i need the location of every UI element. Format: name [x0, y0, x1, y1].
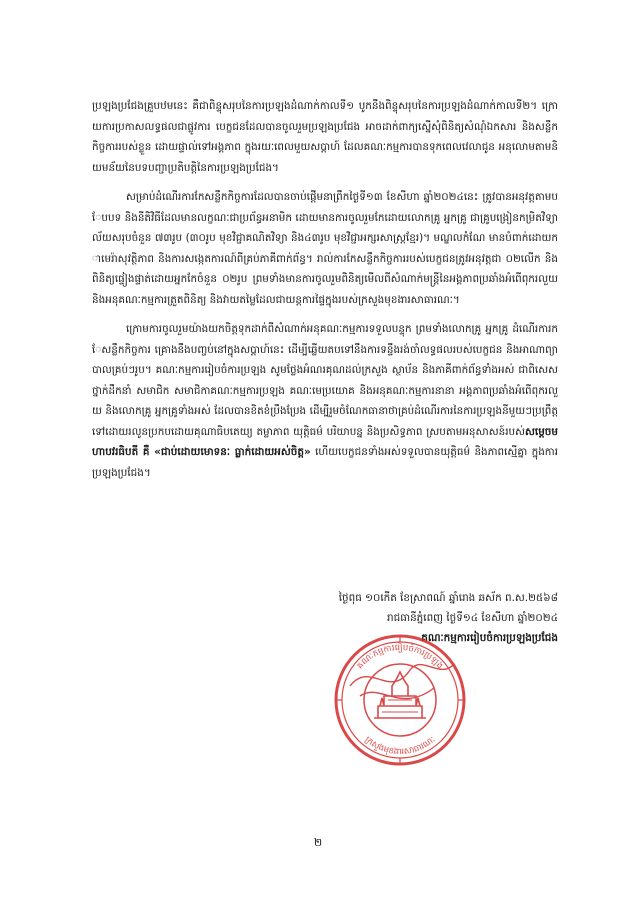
- paragraph-3-text-end: ហើយបេក្ខជនទាំងអស់ទទួលបានយុត្តិធម៌ និងភាពស្មើគ្នា ក្នុងការប្រឡងប្រជែង។: [92, 446, 558, 479]
- seal-top-text: គណៈកម្មការរៀបចំការប្រឡង: [355, 642, 445, 672]
- paragraph-3-text: ក្រោមការចូលរួមយ៉ាងយកចិត្តទុកដាក់ពីសំណាក់អនុគណៈកម្មការទទួលបន្ទុក ព្រមទាំងលោកគ្រូ អ្នកគ្រូ ដំណើរការកែសន្លឹកកិច្ចការ គ្រោងនឹងបញ្ចប់នៅក្នុងសប្តាហ៍នេះ ដើម្បីឆ្លើយតបទៅនឹងការទន្ទឹងរង់ចាំលទ្ធផលរបស់បេក្ខជន និងអាណាព្យាបាលគ្រប់ៗរូប។ គណៈកម្មការរៀបចំការប្រឡង សូមថ្លែងអំណរគុណដល់ក្រសួង ស្ថាប័ន និងភាគីពាក់ព័ន្ធទាំងអស់ ជាពិសេសថ្នាក់ដឹកនាំ សមាជិក សមាជិកាគណៈកម្មការប្រឡង គណៈមេប្រយោគ និងអនុគណៈកម្មការនានា អង្គភាពប្រឆាំងអំពើពុករលួយ និងលោកគ្រូ អ្នកគ្រូទាំងអស់ ដែលបានខិតខំប្រឹងប្រែង ដើម្បីរួមចំណែកធានាថាគ្រប់ដំណើរការនៃការប្រឡងនីមួយៗប្រព្រឹត្តទៅដោយរលូនប្រកបដោយគុណាធិបតេយ្យ តម្លាភាព យុត្តិធម៌ បរិយាបន្ន និងប្រសិទ្ធភាព ស្របតាមអនុសាសន៍របស់: [92, 323, 558, 438]
- seal-bottom-text: ក្រសួងមុខងារសាធារណៈ: [362, 734, 438, 758]
- signer-title: គណៈកម្មការរៀបចំការប្រឡងប្រជែង: [421, 632, 558, 644]
- date-lunar: ថ្ងៃពុធ ១០កើត ខែស្រាពណ៍ ឆ្នាំរោង ឆស័ក ព.ស.២៥៦៨: [338, 592, 558, 604]
- paragraph-2: សម្រាប់ដំណើរការកែសន្លឹកកិច្ចការដែលបានចាប់ផ្តើមនាព្រឹកថ្ងៃទី១៣ ខែសីហា ឆ្នាំ២០២៤នេះ ត្រូវបានអនុវត្តតាមបែបបទ និងនីតិវិធីដែលមានលក្ខណៈជាប្រព័ន្ធអនាមិក ដោយមានការចូលរួមកែដោយលោកគ្រូ អ្នកគ្រូ ជាគ្រូបង្រៀនកម្រិតវិទ្យាល័យសរុបចំនួន ៧៣រូប (៣០រូប មុខវិជ្ជាគណិតវិទ្យា និង៤៣រូប មុខវិជ្ជាអក្សរសាស្ត្រខ្មែរ)។ មណ្ឌលកំណែ មានបំពាក់ដោយកាមេរ៉ាសុវត្ថិភាព និងការសង្កេតការណ៍ពីគ្រប់ភាគីពាក់ព័ន្ធ។ រាល់ការកែសន្លឹកកិច្ចការរបស់បេក្ខជនត្រូវអនុវត្តជា ០២លើក និងពិនិត្យផ្ទៀងផ្ទាត់ដោយអ្នកកែចំនួន ០២រូប ព្រមទាំងមានការចូលរួមពិនិត្យមើលពីសំណាក់មន្ត្រីនៃអង្គភាពប្រឆាំងអំពើពុករលួយ និងអនុគណៈកម្មការត្រួតពិនិត្យ និងវាយតម្លៃដែលជាយន្តការផ្ទៃក្នុងរបស់ក្រសួងមុខងារសាធារណៈ។: [92, 191, 558, 306]
- page-number: ២: [313, 836, 323, 849]
- date-solar: រាជធានីភ្នំពេញ ថ្ងៃទី១៤ ខែសីហា ឆ្នាំ២០២៤: [387, 612, 558, 624]
- official-seal-icon: [330, 630, 470, 770]
- paragraph-1: ប្រឡងប្រជែងគ្រួបឋមនេះ គឺជាពិន្ទុសរុបនៃការប្រឡងដំណាក់កាលទី១ បូកនឹងពិន្ទុសរុបនៃការប្រឡងដំណាក់កាលទី២។ ក្រោយការប្រកាសលទ្ធផលជាផ្លូវការ បេក្ខជនដែលបានចូលរួមប្រឡងប្រជែង អាចដាក់ពាក្យស្នើសុំពិនិត្យសំណុំឯកសារ និងសន្លឹកកិច្ចការរបស់ខ្លួន ដោយផ្ទាល់ទៅអង្គភាព ក្នុងរយៈពេលមួយសប្តាហ៍ ដែលគណៈកម្មការបានទុកពេលវេលាជូន អនុលោមតាមនិយមន័យនៃបទបញ្ជាប្រតិបត្តិនៃការប្រឡងប្រជែង។: [92, 100, 558, 174]
- svg-text:ក្រសួងមុខងារសាធារណៈ: [363, 735, 438, 757]
- paragraph-3-bold-quote: សម្តេចមហាបវរធិបតី គឺ «ជាប់ដោយមោទនៈ ធ្លាក់ដោយអស់ចិត្ត»: [92, 425, 558, 458]
- paragraph-3: [92, 319, 558, 483]
- body-text: [92, 96, 558, 492]
